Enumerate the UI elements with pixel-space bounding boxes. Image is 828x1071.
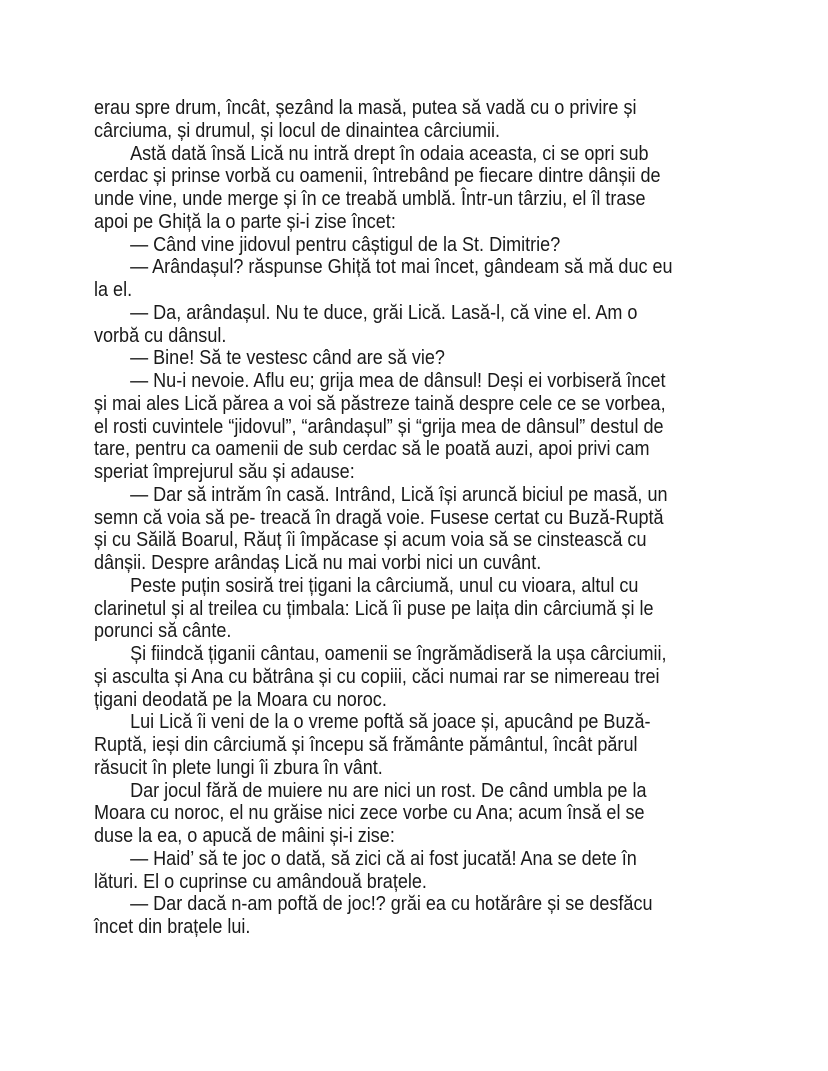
text-line: erau spre drum, încât, șezând la masă, putea să vadă cu o privire și: [94, 96, 637, 119]
paragraph-first-line: — Da, arândașul. Nu te duce, grăi Lică. Lasă-l, că vine el. Am o: [130, 300, 638, 324]
paragraph-first-line: — Când vine jidovul pentru câștigul de la St. Dimitrie?: [130, 232, 561, 256]
text-line: și cu Săilă Boarul, Răuț îi împăcase și acum voia să se cinstească cu: [94, 528, 647, 552]
text-line: Ruptă, ieși din cârciumă și începu să frământe pământul, încât părul: [94, 733, 638, 756]
paragraph-first-line: — Bine! Să te vestesc când are să vie?: [130, 346, 445, 370]
text-line: tare, pentru ca oamenii de sub cerdac să le poată auzi, apoi privi cam: [94, 437, 650, 461]
text-line: și asculta și Ana cu bătrâna și cu copiii, căci numai rar se nimereau trei: [94, 664, 660, 688]
text-line: el rosti cuvintele “jidovul”, “arândașul” și “grija mea de dânsul” destul de: [94, 414, 664, 438]
text-line: la el.: [94, 278, 133, 301]
text-line: țigani deodată pe la Moara cu noroc.: [94, 687, 387, 711]
paragraph-first-line: Dar jocul fără de muiere nu are nici un rost. De când umbla pe la: [130, 778, 647, 802]
paragraph-first-line: — Dar dacă n-am poftă de joc!? grăi ea cu hotărâre și se desfăcu: [130, 892, 653, 916]
text-line: vorbă cu dânsul.: [94, 323, 227, 347]
paragraph-first-line: Lui Lică îi veni de la o vreme poftă să joace și, apucând pe Buză-: [130, 710, 651, 734]
paragraph-first-line: — Arândașul? răspunse Ghiță tot mai încet, gândeam să mă duc eu: [130, 255, 673, 279]
text-line: răsucit în plete lungi îi zbura în vânt.: [94, 755, 383, 779]
text-line: încet din brațele lui.: [94, 915, 251, 938]
text-line: speriat împrejurul său și adause:: [94, 460, 355, 483]
paragraph-first-line: — Nu-i nevoie. Aflu eu; grija mea de dânsul! Deși ei vorbiseră încet: [130, 369, 666, 392]
text-line: unde vine, unde merge și în ce treabă umblă. Într-un târziu, el îl trase: [94, 187, 646, 210]
text-line: porunci să cânte.: [94, 619, 232, 643]
text-line: lături. El o cuprinse cu amândouă brațele.: [94, 869, 427, 893]
paragraph-first-line: Peste puțin sosiră trei țigani la cârciumă, unul cu vioara, altul cu: [130, 573, 639, 597]
paragraph-first-line: — Haid’ să te joc o dată, să zici că ai fost jucată! Ana se dete în: [130, 846, 637, 870]
body-text: [94, 97, 734, 939]
text-line: cerdac și prinse vorbă cu oamenii, întrebând pe fiecare dintre dânșii de: [94, 164, 661, 188]
text-line: Moara cu noroc, el nu grăise nici zece vorbe cu Ana; acum însă el se: [94, 801, 645, 825]
paragraph-first-line: Astă dată însă Lică nu intră drept în odaia aceasta, ci se opri sub: [130, 141, 649, 165]
paragraph-first-line: Și fiindcă țiganii cântau, oamenii se îngrămădiseră la ușa cârciumii,: [130, 642, 667, 665]
paragraph-first-line: — Dar să intrăm în casă. Intrând, Lică își aruncă biciul pe masă, un: [130, 482, 668, 506]
text-line: semn că voia să pe- treacă în dragă voie. Fusese certat cu Buză-Ruptă: [94, 505, 664, 529]
text-line: clarinetul și al treilea cu țimbala: Lică îi puse pe laița din cârciumă și le: [94, 596, 654, 620]
text-line: duse la ea, o apucă de mâini și-i zise:: [94, 824, 395, 847]
text-line: dânșii. Despre arândaș Lică nu mai vorbi nici un cuvânt.: [94, 551, 542, 574]
text-line: cârciuma, și drumul, și locul de dinaintea cârciumii.: [94, 118, 501, 142]
text-line: apoi pe Ghiță la o parte și-i zise încet:: [94, 209, 396, 233]
text-line: și mai ales Lică părea a voi să păstreze taină despre cele ce se vorbea,: [94, 391, 666, 415]
